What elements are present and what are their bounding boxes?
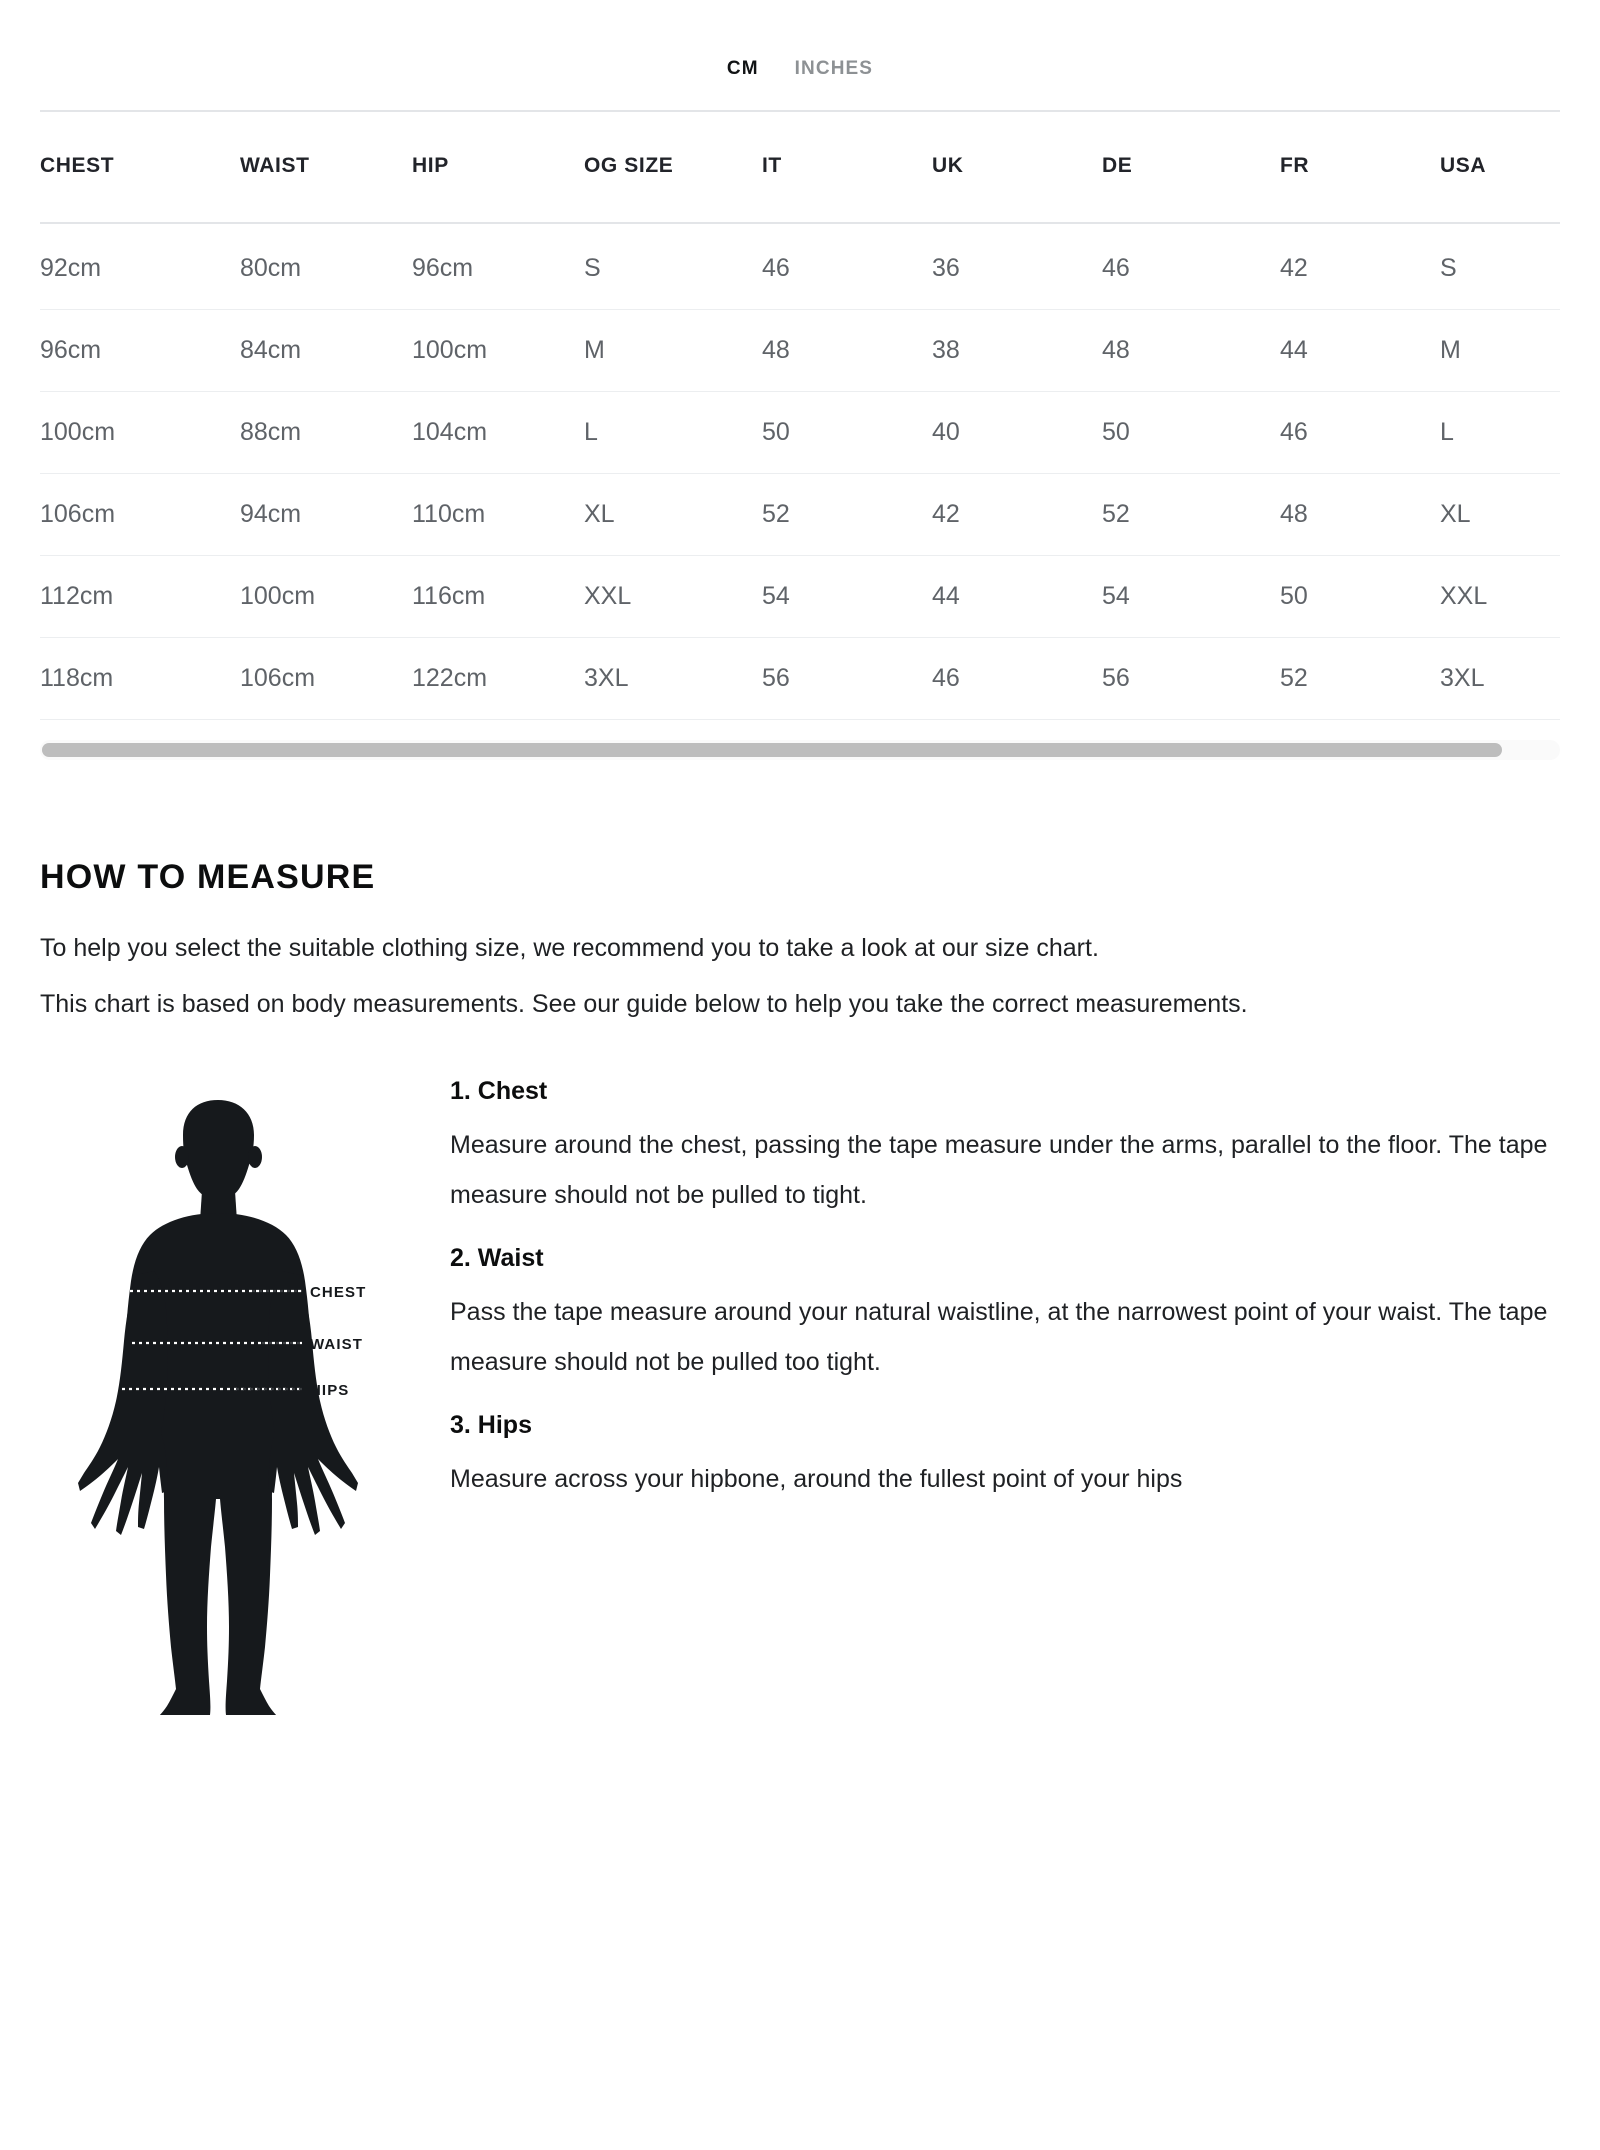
column-header-uk: UK [932, 154, 964, 177]
cell-chest: 92cm [40, 223, 240, 310]
column-header-waist: WAIST [240, 154, 310, 177]
cell-fr: 46 [1280, 392, 1440, 474]
cell-waist: 88cm [240, 392, 412, 474]
cell-it: 50 [762, 392, 932, 474]
cell-fr: 48 [1280, 474, 1440, 556]
cell-it: 54 [762, 556, 932, 638]
cell-de: 48 [1102, 310, 1280, 392]
label-waist: WAIST [310, 1336, 363, 1353]
step-body-chest: Measure around the chest, passing the tape measure under the arms, parallel to the floor. The tape measure should not be pulled to tight. [450, 1131, 1548, 1209]
cell-it: 48 [762, 310, 932, 392]
cell-fr: 50 [1280, 556, 1440, 638]
size-chart-container [40, 110, 1560, 720]
cell-uk: 44 [932, 556, 1102, 638]
cell-waist: 84cm [240, 310, 412, 392]
cell-fr: 42 [1280, 223, 1440, 310]
table-row [40, 392, 1560, 474]
cell-og-size: L [584, 392, 762, 474]
measurement-lines [40, 1095, 400, 1715]
cell-fr: 52 [1280, 638, 1440, 720]
step-title-hips: 3. Hips [450, 1411, 532, 1439]
intro-paragraph-1: To help you select the suitable clothing size, we recommend you to take a look at our size chart. [40, 934, 1099, 962]
label-hips: HIPS [310, 1382, 350, 1399]
cell-it: 46 [762, 223, 932, 310]
table-row [40, 638, 1560, 720]
cell-waist: 80cm [240, 223, 412, 310]
table-row [40, 556, 1560, 638]
cell-og-size: S [584, 223, 762, 310]
table-row [40, 223, 1560, 310]
cell-waist: 106cm [240, 638, 412, 720]
step-title-chest: 1. Chest [450, 1077, 548, 1105]
label-chest: CHEST [310, 1284, 367, 1301]
column-header-chest: CHEST [40, 154, 115, 177]
column-header-hip: HIP [412, 154, 449, 177]
cell-og-size: XXL [584, 556, 762, 638]
cell-usa: 3XL [1440, 638, 1560, 720]
cell-chest: 112cm [40, 556, 240, 638]
cell-fr: 44 [1280, 310, 1440, 392]
cell-hip: 116cm [412, 556, 584, 638]
unit-option-inches[interactable]: INCHES [794, 58, 874, 79]
horizontal-scrollbar-thumb[interactable] [42, 743, 1502, 757]
column-header-it: IT [762, 154, 782, 177]
body-diagram [40, 1077, 450, 1715]
how-to-measure-section [40, 858, 1560, 1029]
intro-paragraph-2: This chart is based on body measurements. See our guide below to help you take the correct measurements. [40, 990, 1248, 1018]
cell-uk: 38 [932, 310, 1102, 392]
size-chart-table [40, 110, 1560, 720]
table-header-row [40, 111, 1560, 223]
cell-uk: 40 [932, 392, 1102, 474]
cell-chest: 118cm [40, 638, 240, 720]
cell-uk: 42 [932, 474, 1102, 556]
cell-og-size: XL [584, 474, 762, 556]
page-title: HOW TO MEASURE [40, 858, 376, 896]
cell-usa: XXL [1440, 556, 1560, 638]
table-row [40, 474, 1560, 556]
measurement-steps [450, 1077, 1560, 1715]
measurement-guide [40, 1077, 1560, 1715]
column-header-de: DE [1102, 154, 1133, 177]
unit-option-cm[interactable]: CM [726, 58, 759, 79]
cell-uk: 46 [932, 638, 1102, 720]
cell-hip: 96cm [412, 223, 584, 310]
step-body-waist: Pass the tape measure around your natural waistline, at the narrowest point of your waist. The tape measure should not be pulled too tight. [450, 1298, 1548, 1376]
cell-usa: S [1440, 223, 1560, 310]
cell-chest: 106cm [40, 474, 240, 556]
cell-de: 52 [1102, 474, 1280, 556]
cell-waist: 94cm [240, 474, 412, 556]
cell-waist: 100cm [240, 556, 412, 638]
cell-uk: 36 [932, 223, 1102, 310]
column-header-usa: USA [1440, 154, 1487, 177]
cell-og-size: M [584, 310, 762, 392]
cell-de: 50 [1102, 392, 1280, 474]
cell-it: 56 [762, 638, 932, 720]
cell-hip: 104cm [412, 392, 584, 474]
table-body [40, 223, 1560, 720]
cell-usa: L [1440, 392, 1560, 474]
cell-de: 46 [1102, 223, 1280, 310]
column-header-fr: FR [1280, 154, 1310, 177]
cell-it: 52 [762, 474, 932, 556]
cell-hip: 122cm [412, 638, 584, 720]
cell-chest: 100cm [40, 392, 240, 474]
table-row [40, 310, 1560, 392]
cell-hip: 100cm [412, 310, 584, 392]
cell-chest: 96cm [40, 310, 240, 392]
cell-usa: XL [1440, 474, 1560, 556]
cell-de: 56 [1102, 638, 1280, 720]
cell-usa: M [1440, 310, 1560, 392]
table-header [40, 111, 1560, 223]
horizontal-scrollbar-track[interactable] [40, 740, 1560, 760]
step-body-hips: Measure across your hipbone, around the fullest point of your hips [450, 1465, 1183, 1493]
cell-hip: 110cm [412, 474, 584, 556]
column-header-og-size: OG SIZE [584, 154, 674, 177]
step-title-waist: 2. Waist [450, 1244, 544, 1272]
cell-og-size: 3XL [584, 638, 762, 720]
unit-toggle [0, 0, 1600, 90]
cell-de: 54 [1102, 556, 1280, 638]
